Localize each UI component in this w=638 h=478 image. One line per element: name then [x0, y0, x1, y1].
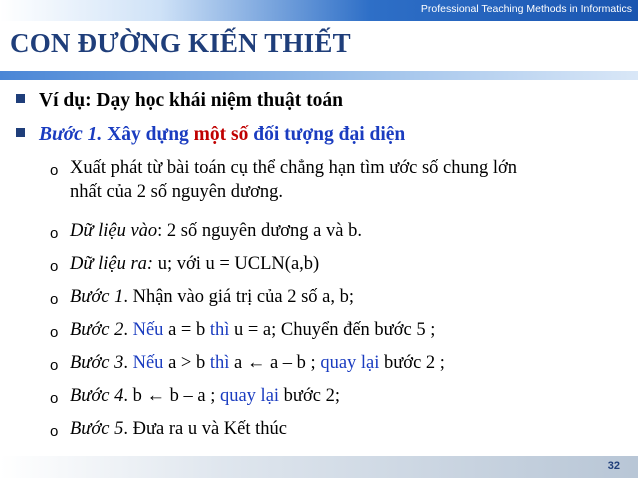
circle-bullet-icon: o: [50, 390, 59, 407]
list-item-step4: o Bước 4. b ← b – a ; quay lại bước 2;: [50, 384, 610, 408]
circle-bullet-icon: o: [50, 357, 59, 374]
highlight-text: một số: [193, 124, 249, 145]
list-item-intro: o Xuất phát từ bài toán cụ thể chẳng hạn tìm ước số chung lớn nhất của 2 số nguyên dương.: [50, 158, 518, 202]
footer-bar: [0, 456, 638, 478]
circle-bullet-icon: o: [50, 324, 59, 341]
page-number: 32: [607, 460, 620, 472]
bullet-example: Ví dụ: Dạy học khái niệm thuật toán: [16, 90, 343, 112]
circle-bullet-icon: o: [50, 423, 59, 440]
square-bullet-icon: [16, 94, 25, 103]
list-item-step2: o Bước 2. Nếu a = b thì u = a; Chuyển đến bước 5 ;: [50, 318, 610, 342]
header-bar: [0, 0, 638, 21]
keyword-if: Nếu: [132, 353, 164, 373]
list-item-step1: o Bước 1. Nhận vào giá trị của 2 số a, b;: [50, 285, 610, 309]
list-item-step3: o Bước 3. Nếu a > b thì a ← a – b ; quay lại bước 2 ;: [50, 351, 610, 375]
circle-bullet-icon: o: [50, 291, 59, 308]
keyword-loop: quay lại: [219, 386, 280, 406]
square-bullet-icon: [16, 128, 25, 137]
course-label: Professional Teaching Methods in Informatics: [420, 3, 632, 15]
keyword-then: thì: [209, 320, 230, 340]
list-item-output: o Dữ liệu ra: u; với u = UCLN(a,b): [50, 252, 610, 276]
keyword-if: Nếu: [132, 320, 164, 340]
title-divider: [0, 71, 638, 80]
list-item-step5: o Bước 5. Đưa ra u và Kết thúc: [50, 417, 610, 441]
slide-title: CON ĐƯỜNG KIẾN THIẾT: [10, 28, 351, 58]
circle-bullet-icon: o: [50, 225, 59, 242]
circle-bullet-icon: o: [50, 258, 59, 275]
list-item-input: o Dữ liệu vào: 2 số nguyên dương a và b.: [50, 219, 610, 243]
keyword-then: thì: [209, 353, 230, 373]
circle-bullet-icon: o: [50, 162, 59, 179]
keyword-loop: quay lại: [320, 353, 380, 373]
step-label: Bước 1.: [39, 124, 103, 145]
bullet-step1: Bước 1. Xây dựng một số đối tượng đại diện: [16, 124, 405, 146]
